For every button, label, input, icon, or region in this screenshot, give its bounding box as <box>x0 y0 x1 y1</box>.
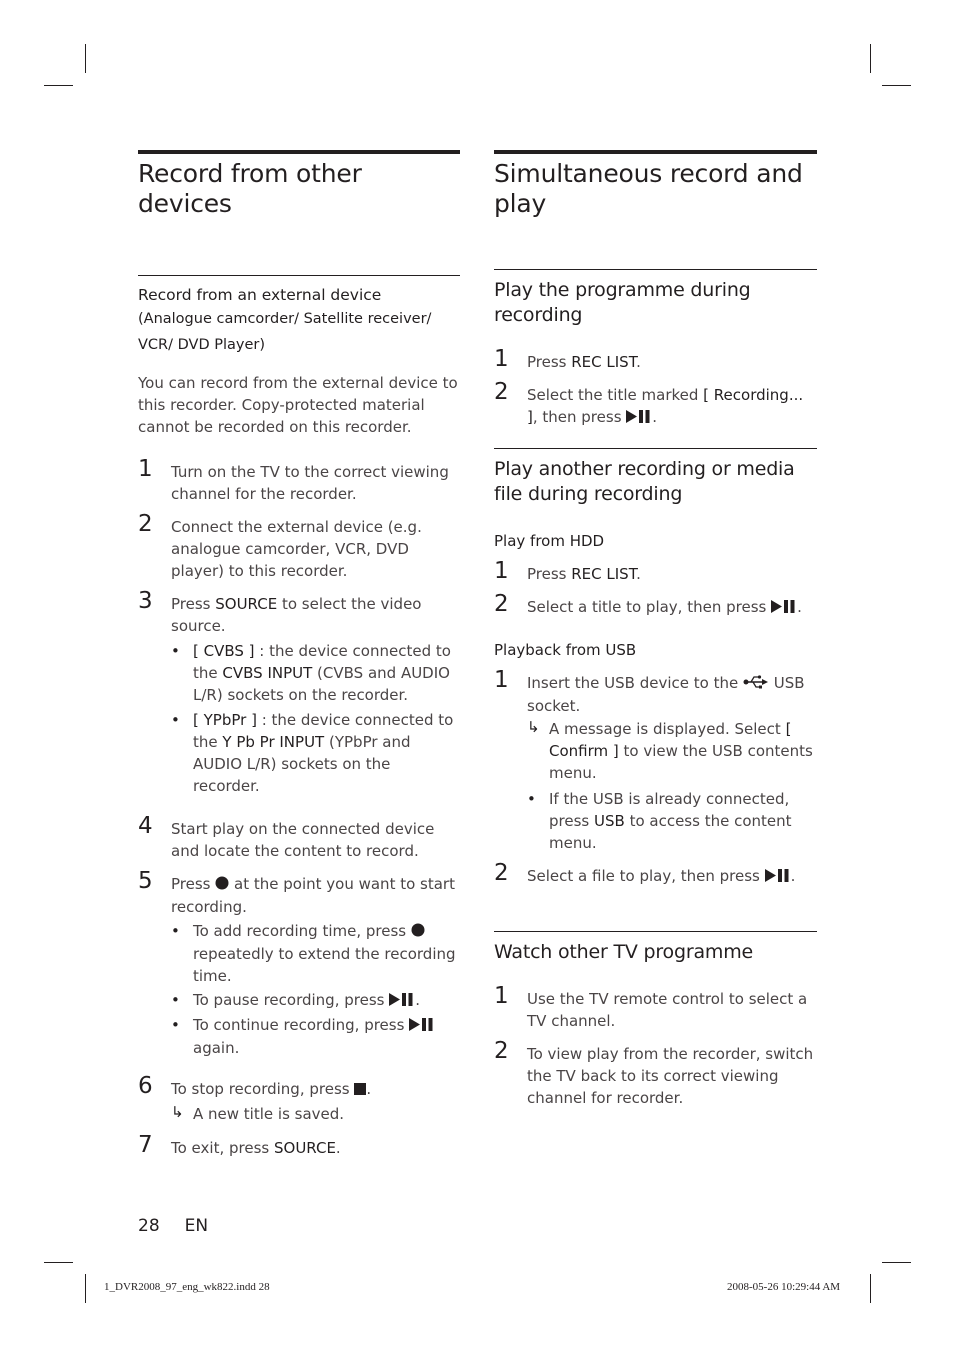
key-source: SOURCE <box>215 595 278 613</box>
usb-step-2: 2 Select a file to play, then press . <box>494 860 796 886</box>
crop-mark <box>870 44 871 73</box>
s3-step-2: 2 To view play from the recorder, switch the TV back to its correct viewing channel for recorder. <box>494 1038 814 1107</box>
step-number: 2 <box>494 591 509 617</box>
step-number: 2 <box>494 860 509 886</box>
play-pause-icon <box>765 866 791 888</box>
play-pause-icon <box>389 990 415 1012</box>
step-number: 1 <box>494 558 509 584</box>
bullet-ypbpr: • [ YPbPr ] : the device connected to the Y Pb Pr INPUT (YPbPr and AUDIO L/R) sockets on the recorder. <box>171 711 454 795</box>
record-icon <box>411 921 425 943</box>
step-2: 2 Connect the external device (e.g. analogue camcorder, VCR, DVD player) to this recorder. <box>138 511 422 580</box>
step-7: 7 To exit, press SOURCE. <box>138 1132 341 1158</box>
crop-mark <box>44 1262 73 1263</box>
record-icon <box>215 874 229 896</box>
s1-step-2: 2 Select the title marked [ Recording... ], then press . <box>494 384 817 429</box>
section-title-external: Record from an external device <box>138 286 382 304</box>
section-title-play-during: Play the programme during recording <box>494 279 751 326</box>
crop-mark <box>85 1274 86 1303</box>
step-number: 7 <box>138 1132 153 1158</box>
s1-step-1: 1 Press REC LIST. <box>494 346 641 372</box>
page-number: 28 <box>138 1216 160 1236</box>
hdd-step-2: 2 Select a title to play, then press . <box>494 591 802 617</box>
slug-date: 2008-05-26 10:29:44 AM <box>727 1281 841 1293</box>
crop-mark <box>44 85 73 86</box>
step-number: 2 <box>138 511 153 537</box>
step-3: 3 Press SOURCE to select the video source. • [ CVBS ] : the device connected to the CVBS INPUT (CVBS and AUDIO L/R) sockets on the recorder. • [ YPbPr ] : the device connected to the Y Pb Pr INPUT (YPbPr and AUDIO L/R) sockets on the recorder. <box>138 593 460 797</box>
section-rule <box>494 448 817 449</box>
section-rule <box>138 275 460 276</box>
step-number: 1 <box>494 667 509 693</box>
crop-mark <box>870 1274 871 1303</box>
play-pause-icon <box>771 597 797 619</box>
step-number: 5 <box>138 868 153 894</box>
section-rule <box>494 931 817 932</box>
step-number: 3 <box>138 588 153 614</box>
heading-bar <box>138 150 460 154</box>
subsection-hdd: Play from HDD <box>494 532 605 550</box>
step-number: 2 <box>494 379 509 405</box>
page-heading-right: Simultaneous record and play <box>494 159 803 218</box>
step-number: 1 <box>494 346 509 372</box>
step-5: 5 Press at the point you want to start recording. • To add recording time, press repeatedly to extend the recording time. • To pause recording, press . • To continue recording, press again. <box>138 873 460 1059</box>
step-number: 1 <box>138 456 153 482</box>
step-number: 1 <box>494 983 509 1009</box>
crop-mark <box>882 85 911 86</box>
step-1: 1 Turn on the TV to the correct viewing channel for the recorder. <box>138 456 449 503</box>
bullet-pause: • To pause recording, press . <box>171 989 460 1012</box>
section-rule <box>494 269 817 270</box>
subsection-usb: Playback from USB <box>494 641 637 659</box>
usb-icon <box>743 673 769 695</box>
step-number: 4 <box>138 813 153 839</box>
stop-icon <box>354 1079 366 1101</box>
page-heading-left: Record from other devices <box>138 159 362 218</box>
bullet-continue: • To continue recording, press again. <box>171 1014 460 1059</box>
page-footer <box>138 1216 233 1236</box>
step-number: 2 <box>494 1038 509 1064</box>
step-4: 4 Start play on the connected device and locate the content to record. <box>138 813 435 860</box>
crop-mark <box>85 44 86 73</box>
heading-bar <box>494 150 817 154</box>
section-title-play-another: Play another recording or media file during recording <box>494 458 795 505</box>
right-column <box>494 150 817 1109</box>
section-title-watch-tv: Watch other TV programme <box>494 941 753 963</box>
crop-mark <box>882 1262 911 1263</box>
step-number: 6 <box>138 1073 153 1099</box>
bullet-add-time: • To add recording time, press repeatedly to extend the recording time. <box>171 922 456 985</box>
play-pause-icon <box>409 1015 435 1037</box>
usb-step-1-result: ↳ A message is displayed. Select [ Confirm ] to view the USB contents menu. <box>527 718 813 782</box>
section-subtitle-external: (Analogue camcorder/ Satellite receiver/ VCR/ DVD Player) <box>138 311 432 353</box>
play-pause-icon <box>626 407 652 429</box>
step-6-result: ↳ A new title is saved. <box>171 1103 345 1123</box>
step-6: 6 To stop recording, press . ↳ A new title is saved. <box>138 1078 460 1125</box>
hdd-step-1: 1 Press REC LIST. <box>494 558 641 584</box>
s3-step-1: 1 Use the TV remote control to select a TV channel. <box>494 983 808 1030</box>
bullet-cvbs: • [ CVBS ] : the device connected to the CVBS INPUT (CVBS and AUDIO L/R) sockets on the recorder. <box>171 642 451 704</box>
slug-file: 1_DVR2008_97_eng_wk822.indd 28 <box>104 1281 270 1293</box>
usb-bullet: • If the USB is already connected, press USB to access the content menu. <box>527 790 792 852</box>
language-code: EN <box>184 1216 209 1236</box>
intro-paragraph: You can record from the external device to this recorder. Copy-protected material cannot be recorded on this recorder. <box>138 374 458 436</box>
usb-step-1: 1 Insert the USB device to the USB socket. ↳ A message is displayed. Select [ Confirm ] to view the USB contents menu. • If the USB is already connected, press USB to access the content menu. <box>494 672 817 854</box>
left-column <box>138 150 460 1159</box>
